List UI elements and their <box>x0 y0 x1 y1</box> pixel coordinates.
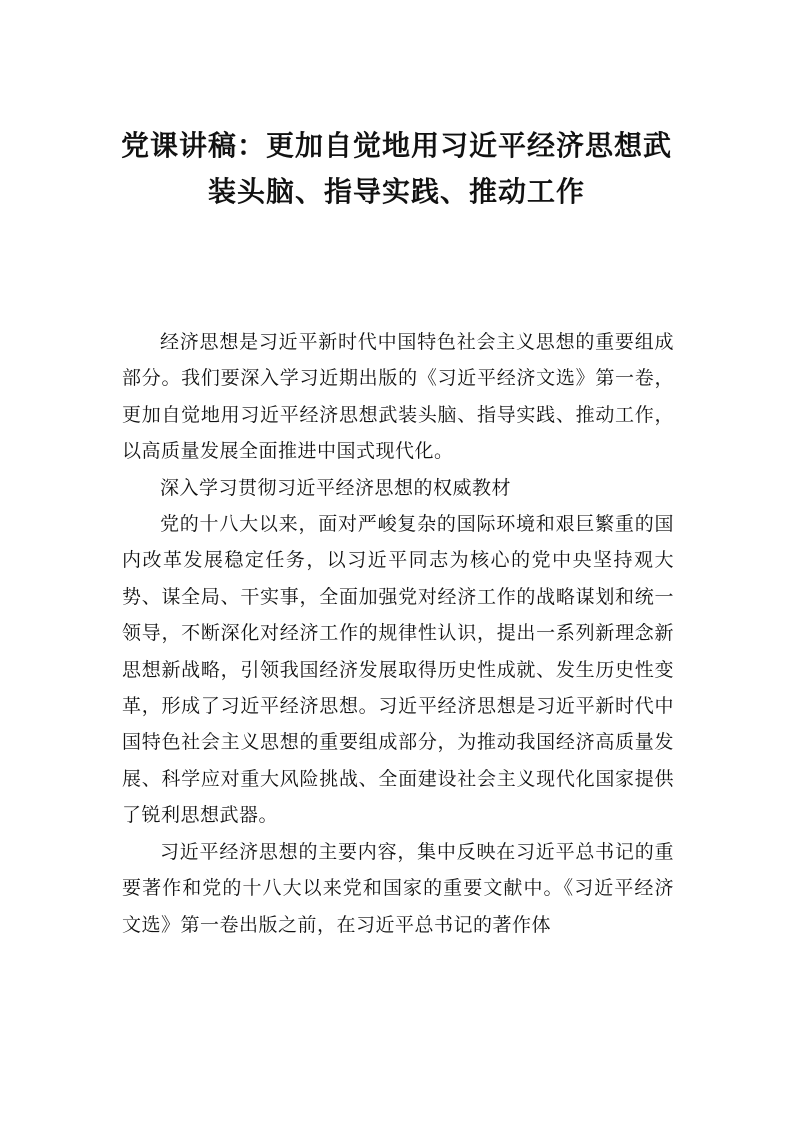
paragraph-background: 党的十八大以来，面对严峻复杂的国际环境和艰巨繁重的国内改革发展稳定任务，以习近平同志为核心的党中央坚持观大势、谋全局、干实事，全面加强党对经济工作的战略谋划和统一领导，不断深化对经济工作的规律性认识，提出一系列新理念新思想新战略，引领我国经济发展取得历史性成就、发生历史性变革，形成了习近平经济思想。习近平经济思想是习近平新时代中国特色社会主义思想的重要组成部分，为推动我国经济高质量发展、科学应对重大风险挑战、全面建设社会主义现代化国家提供了锐利思想武器。 <box>122 513 674 827</box>
title-line-2: 装头脑、指导实践、推动工作 <box>207 175 585 208</box>
paragraph-intro: 经济思想是习近平新时代中国特色社会主义思想的重要组成部分。我们要深入学习近期出版的《习近平经济文选》第一卷，更加自觉地用习近平经济思想武装头脑、指导实践、推动工作，以高质量发展全面推进中国式现代化。 <box>122 331 674 463</box>
paragraph-content: 习近平经济思想的主要内容，集中反映在习近平总书记的重要著作和党的十八大以来党和国家的重要文献中。《习近平经济文选》第一卷出版之前，在习近平总书记的著作体 <box>122 840 674 936</box>
section-heading: 深入学习贯彻习近平经济思想的权威教材 <box>160 476 512 499</box>
document-body <box>122 324 674 943</box>
title-line-1: 党课讲稿：更加自觉地用习近平经济思想武 <box>120 129 672 162</box>
document-title <box>110 123 683 215</box>
